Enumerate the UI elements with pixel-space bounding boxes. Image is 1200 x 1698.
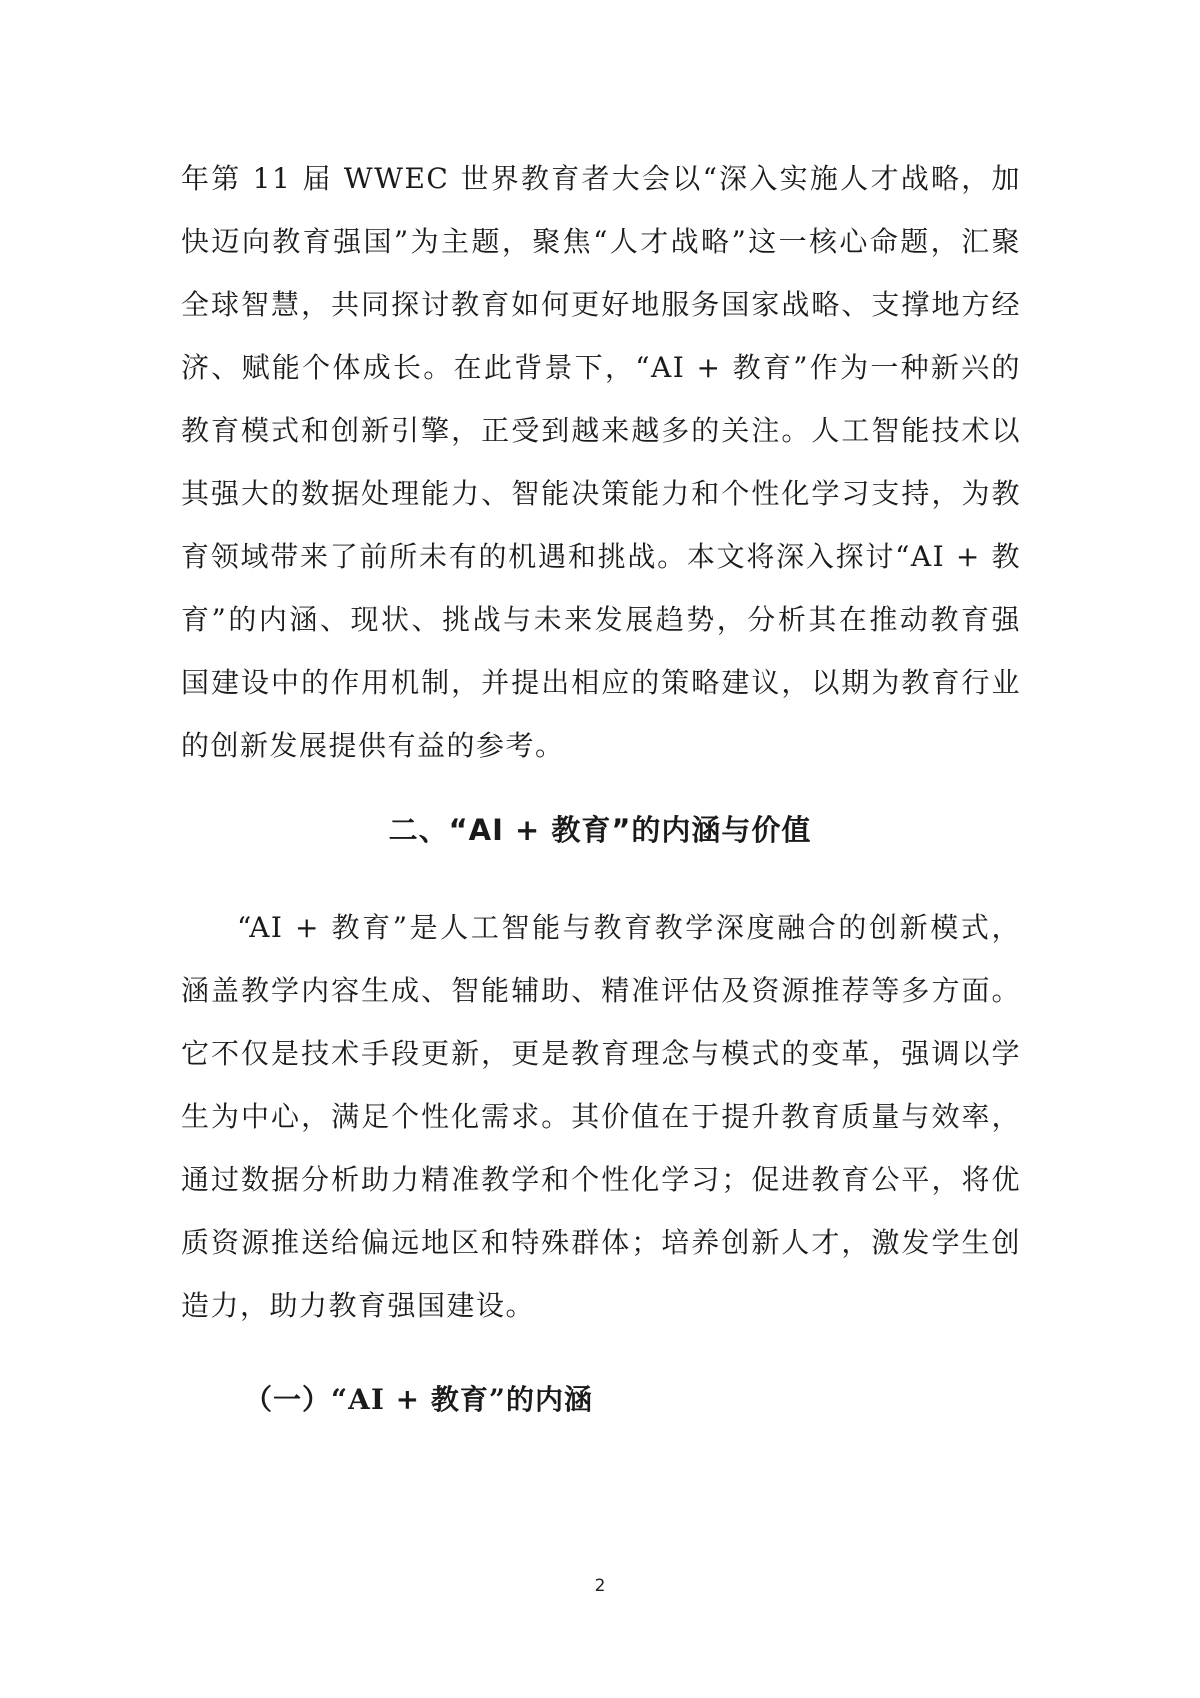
body-paragraph-intro: 年第 11 届 WWEC 世界教育者大会以“深入实施人才战略，加快迈向教育强国”为主题，聚焦“人才战略”这一核心命题，汇聚全球智慧，共同探讨教育如何更好地服务国家战略、支撑地方经济、赋能个体成长。在此背景下，“AI + 教育”作为一种新兴的教育模式和创新引擎，正受到越来越多的关注。人工智能技术以其强大的数据处理能力、智能决策能力和个性化学习支持，为教育领域带来了前所未有的机遇和挑战。本文将深入探讨“AI + 教育”的内涵、现状、挑战与未来发展趋势，分析其在推动教育强国建设中的作用机制，并提出相应的策略建议，以期为教育行业的创新发展提供有益的参考。 — [181, 162, 1021, 762]
page-number: 2 — [594, 1576, 606, 1596]
body-paragraph-definition: “AI + 教育”是人工智能与教育教学深度融合的创新模式，涵盖教学内容生成、智能辅助、精准评估及资源推荐等多方面。它不仅是技术手段更新，更是教育理念与模式的变革，强调以学生为中心，满足个性化需求。其价值在于提升教育质量与效率，通过数据分析助力精准教学和个性化学习；促进教育公平，将优质资源推送给偏远地区和特殊群体；培养创新人才，激发学生创造力，助力教育强国建设。 — [181, 911, 1021, 1322]
section-heading: 二、“AI + 教育”的内涵与价值 — [388, 813, 812, 847]
subsection-heading: （一）“AI + 教育”的内涵 — [244, 1383, 593, 1416]
